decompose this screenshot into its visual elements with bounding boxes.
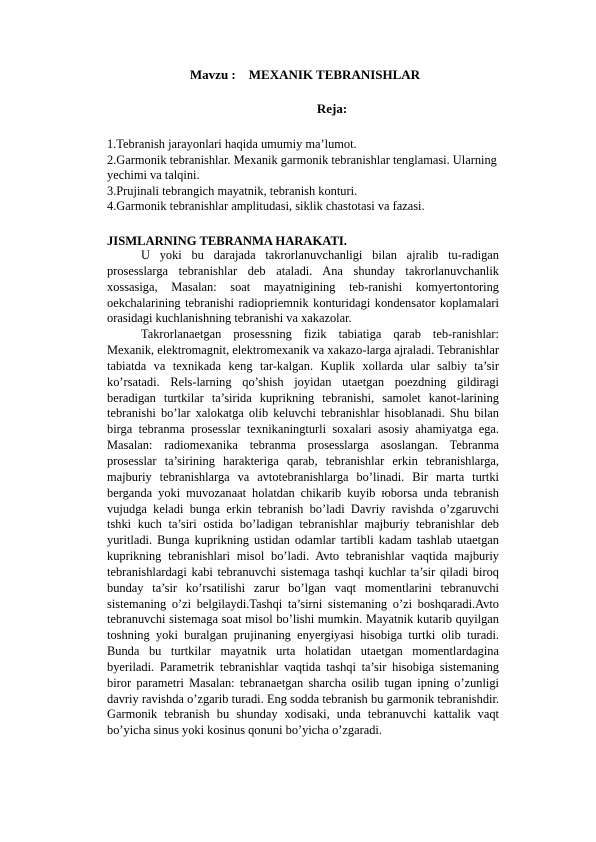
plan-label: Reja: — [316, 101, 348, 116]
paragraph: Takrorlanaetgan prosessning fizik tabiatiga qarab teb-ranishlar: Mexanik, elektromagnit, elektromexanik va xakazo-larga ajraladi. Tebranishlar tabiatda va texnikada keng tar-kalgan. Kuplik xollarda ular salbiy ta’sir ko’rsatadi. Rels-larning qo’shish joyidan utaetgan poezdning gildiragi beradigan turtkilar ta’sirida kuprikning tebranishi, samolet kanot-larining tebranishi bo’lar xalokatga olib keluvchi tebranishlar hisoblanadi. Shu bilan birga tebranma prosesslar texnikaningturli soxalari asosiy ahamiyatga ega. Masalan: radiomexanika tebranma prosesslarga asoslangan. Tebranma prosesslar ta’sirining harakteriga qarab, tebranishlar erkin tebranishlarga, majburiy tebranishlarga va avtotebranishlarga bo’linadi. Bir marta turtki berganda yoki muvozanaat holatdan chikarib kuyib юborsa unda tebranish vujudga keladi bunga erkin tebranish bo’ladi Davriy ravishda o’zgaruvchi tshki kuch ta’siri ostida bo’ladigan tebranishlar majburiy tebranishlar deb yuritladi. Bunga kuprikning ustidan odamlar tartibli kadam tashlab utaetgan kuprikning tebranishlari misol bo’ladi. Avto tebranishlar vaqtida majburiy tebranishlardagi kabi tebranuvchi sistemaga tashqi kuchlar ta’sir qiladi biroq bunday ta’sir ko’rsatilishi zarur bo’lgan vaqt momentlarini tebranuvchi sistemaning o’zi belgilaydi.Tashqi ta’sirni sistemaning o’zi boshqaradi.Avto tebranuvchi sistemaga soat misol bo’lishi mumkin. Mayatnik kutarib quyilgan toshning yoki buralgan prujinaning enyergiyasi hisobiga turtki olib turadi. Bunda bu turtkilar mayatnik urta holatidan utaetgan momentlardagina byeriladi. Parametrik tebranishlar vaqtida tashqi ta’sir hisobiga sistemaning biror parametri Masalan: tebranaetgan sharcha osilib tugan ipning o’zunligi davriy ravishda o’zgarib turadi. Eng sodda tebranish bu garmonik tebranishdir. Garmonik tebranish bu shunday xodisaki, unda tebranuvchi kattalik vaqt bo’yicha sinus yoki kosinus qonuni bo’yicha o’zgaradi. — [107, 327, 499, 738]
body-text — [107, 248, 499, 739]
plan-item: 1.Tebranish jarayonlari haqida umumiy ma’lumot. — [107, 137, 357, 151]
paragraph: U yoki bu darajada takrorlanuvchanligi bilan ajralib tu-radigan prosesslarga tebranishlar deb ataladi. Ana shunday takrorlanuvchanlik xossasiga, Masalan: soat mayatnigining teb-ranishi komyertontoring oekchalarining tebranishi radiopriemnik konturidagi kondensator koplamalari orasidagi kuchlanishning tebranishi va xakazolar. — [107, 248, 499, 326]
plan-list — [107, 137, 507, 215]
plan-item: 3.Prujinali tebrangich mayatnik, tebranish konturi. — [107, 183, 358, 198]
page-title: Mavzu : MEXANIK TEBRANISHLAR — [189, 67, 421, 82]
plan-item: 4.Garmonik tebranishlar amplitudasi, siklik chastotasi va fazasi. — [107, 199, 425, 214]
section-heading: JISMLARNING TEBRANMA HARAKATI. — [107, 234, 347, 248]
plan-item: 2.Garmonik tebranishlar. Mexanik garmonik tebranishlar tenglamasi. Ularning yechimi va talqini. — [107, 152, 497, 183]
